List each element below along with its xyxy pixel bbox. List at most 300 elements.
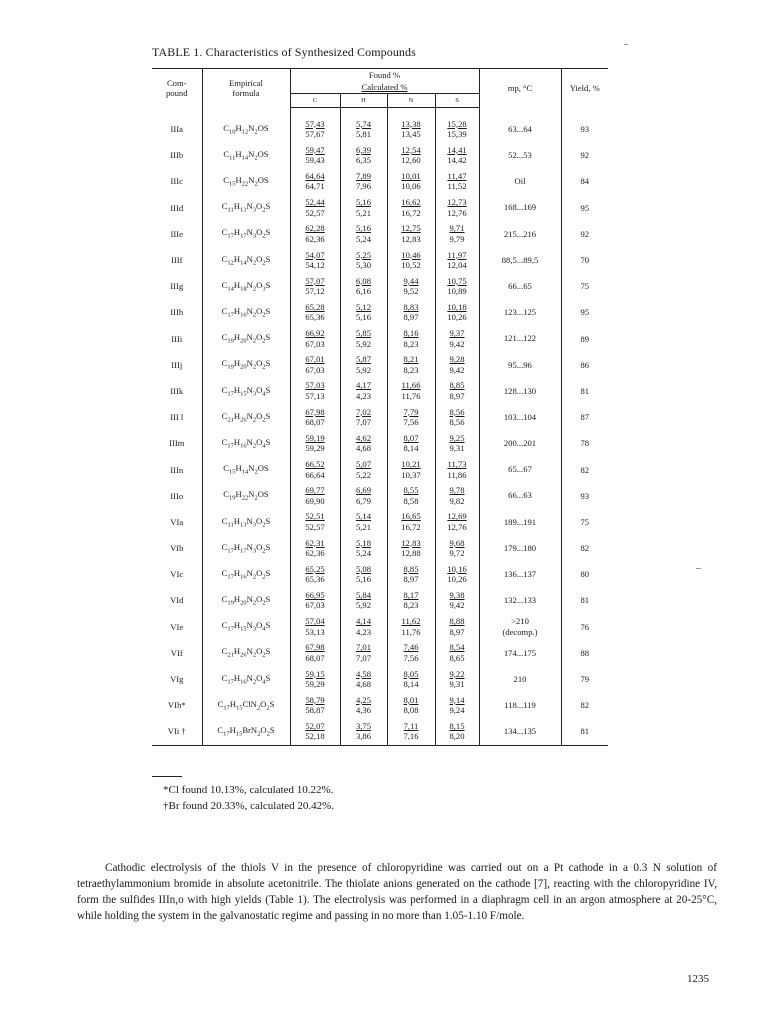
table-row <box>152 614 608 640</box>
yield-cell: 82 <box>561 456 608 482</box>
found-value: 8,01 <box>403 694 419 705</box>
yield-cell: 87 <box>561 404 608 430</box>
element-h-cell <box>340 352 387 378</box>
found-value: 67,01 <box>305 354 325 365</box>
calculated-value: 11,86 <box>447 469 467 480</box>
found-value: 59,47 <box>305 144 325 155</box>
calculated-value: 64,71 <box>305 181 325 192</box>
element-s-cell <box>435 456 479 482</box>
yield-cell: 82 <box>561 535 608 561</box>
header-calculated: Calculated % <box>361 82 408 92</box>
found-value: 5,25 <box>355 249 372 260</box>
yield-cell: 79 <box>561 666 608 692</box>
calculated-value: 8,97 <box>449 626 465 637</box>
formula-text: $C_{21}H_{26}N_2O_2S$ <box>221 410 271 424</box>
mp-value: 121...122 <box>503 333 537 344</box>
found-value: 8,56 <box>449 406 465 417</box>
table-row <box>152 483 608 509</box>
calculated-value: 5,92 <box>355 338 372 349</box>
calculated-value: 68,07 <box>305 652 325 663</box>
calculated-value: 7,07 <box>355 652 372 663</box>
found-value: 7,89 <box>355 170 372 181</box>
calculated-value: 8,97 <box>449 390 465 401</box>
found-value: 58,79 <box>305 694 325 705</box>
element-c-cell <box>290 142 340 168</box>
found-value: 4,14 <box>355 616 372 627</box>
calculated-value: 5,21 <box>355 207 372 218</box>
page-number: 1235 <box>687 973 709 985</box>
yield-cell: 93 <box>561 483 608 509</box>
calculated-value: 11,52 <box>447 181 467 192</box>
formula-text: $C_{17}H_{15}N_3O_4S$ <box>221 620 271 634</box>
found-value: 10,01 <box>401 170 421 181</box>
formula-text: $C_{17}H_{16}N_2O_2S$ <box>221 306 271 319</box>
mp-cell <box>479 666 561 692</box>
element-h-cell <box>340 168 387 194</box>
element-c-cell <box>290 483 340 509</box>
element-c-cell <box>290 195 340 221</box>
element-n-cell <box>387 247 435 273</box>
element-c-cell <box>290 509 340 535</box>
mp-cell <box>479 195 561 221</box>
formula-text: $C_{17}H_{15}ClN_2O_2S$ <box>217 698 275 712</box>
yield-cell: 80 <box>561 561 608 587</box>
element-n-cell <box>387 116 435 142</box>
mp-cell <box>479 116 561 142</box>
element-n-cell <box>387 614 435 640</box>
table-row <box>152 168 608 194</box>
found-value: 65,25 <box>305 563 325 574</box>
table-row <box>152 378 608 404</box>
yield-cell: 92 <box>561 142 608 168</box>
calculated-value: 8,14 <box>403 443 419 454</box>
header-yield: Yield, % <box>561 69 608 108</box>
compound-cell: IIId <box>170 202 184 213</box>
table-body <box>152 108 608 746</box>
element-s-cell <box>435 221 479 247</box>
element-c-cell <box>290 666 340 692</box>
calculated-value: 5,21 <box>355 521 372 532</box>
found-value: 12,83 <box>401 537 421 548</box>
found-value: 52,51 <box>305 511 325 522</box>
element-h-cell <box>340 326 387 352</box>
found-value: 67,98 <box>305 406 325 417</box>
found-value: 59,15 <box>305 668 325 679</box>
calculated-value: 12,60 <box>401 155 421 166</box>
element-s-cell <box>435 352 479 378</box>
formula-cell <box>202 483 290 509</box>
calculated-value: 9,24 <box>449 705 465 716</box>
element-h-cell <box>340 718 387 745</box>
element-s-cell <box>435 561 479 587</box>
mp-value: 136...137 <box>503 569 537 580</box>
calculated-value: 8,97 <box>403 574 419 585</box>
formula-cell <box>202 168 290 194</box>
element-n-cell <box>387 561 435 587</box>
element-h-cell <box>340 378 387 404</box>
found-value: 66,95 <box>305 589 325 600</box>
found-value: 10,46 <box>401 249 421 260</box>
formula-text: $C_{12}H_{14}N_2O_2S$ <box>221 253 271 267</box>
calculated-value: 69,90 <box>305 495 325 506</box>
found-value: 5,85 <box>355 328 372 339</box>
element-s-cell <box>435 378 479 404</box>
mp-cell <box>479 430 561 456</box>
found-value: 5,18 <box>355 537 372 548</box>
found-value: 9,44 <box>403 275 419 286</box>
found-value: 14,41 <box>447 144 467 155</box>
table-row <box>152 273 608 299</box>
element-c-cell <box>290 221 340 247</box>
element-c-cell <box>290 692 340 718</box>
element-c-cell <box>290 378 340 404</box>
mp-value: 66...63 <box>508 490 532 501</box>
element-h-cell <box>340 116 387 142</box>
calculated-value: 8,23 <box>403 338 419 349</box>
formula-text: $C_{19}H_{20}N_2O_2S$ <box>221 358 271 372</box>
found-value: 6,39 <box>355 144 372 155</box>
element-h-cell <box>340 299 387 325</box>
element-s-cell <box>435 299 479 325</box>
found-value: 9,68 <box>449 537 465 548</box>
mp-cell <box>479 247 561 273</box>
yield-cell: 70 <box>561 247 608 273</box>
found-value: 8,88 <box>449 616 465 627</box>
mp-value: 103...104 <box>503 411 537 422</box>
yield-cell: 76 <box>561 614 608 640</box>
found-value: 64,64 <box>305 170 325 181</box>
element-h-cell <box>340 614 387 640</box>
formula-text: $C_{17}H_{16}N_2O_4S$ <box>221 672 271 686</box>
table-row <box>152 509 608 535</box>
mp-value: 63...64 <box>508 123 532 134</box>
element-s-cell <box>435 116 479 142</box>
header-element-c: C <box>290 94 340 108</box>
mp-cell <box>479 404 561 430</box>
calculated-value: 5,30 <box>355 260 372 271</box>
table-row <box>152 326 608 352</box>
found-value: 8,21 <box>403 354 419 365</box>
found-value: 12,73 <box>447 197 467 208</box>
found-value: 12,75 <box>401 223 421 234</box>
table-row <box>152 666 608 692</box>
calculated-value: 10,37 <box>401 469 421 480</box>
found-value: 9,14 <box>449 694 465 705</box>
calculated-value: 58,87 <box>305 705 325 716</box>
calculated-value: 62,36 <box>305 548 325 559</box>
element-h-cell <box>340 456 387 482</box>
found-value: 8,85 <box>403 563 419 574</box>
found-value: 59,19 <box>305 432 325 443</box>
element-h-cell <box>340 483 387 509</box>
yield-cell: 92 <box>561 221 608 247</box>
found-value: 5,07 <box>355 459 372 470</box>
calculated-value: 3,86 <box>355 731 372 742</box>
mp-cell <box>479 483 561 509</box>
mp-cell <box>479 718 561 745</box>
body-paragraph <box>77 860 717 924</box>
calculated-value: 12,76 <box>447 207 467 218</box>
calculated-value: 12,83 <box>401 233 421 244</box>
calculated-value: 4,68 <box>355 679 372 690</box>
calculated-value: 10,26 <box>447 574 467 585</box>
calculated-value: 7,16 <box>403 731 419 742</box>
calculated-value: 12,76 <box>447 521 467 532</box>
formula-cell <box>202 666 290 692</box>
mp-cell <box>479 142 561 168</box>
header-mp: mp, °C <box>479 69 561 108</box>
compound-cell: VIe <box>170 621 184 632</box>
calculated-value: 9,79 <box>449 233 465 244</box>
element-n-cell <box>387 378 435 404</box>
element-s-cell <box>435 168 479 194</box>
found-value: 9,22 <box>449 668 465 679</box>
mp-value: 123...125 <box>503 307 537 318</box>
calculated-value: 68,07 <box>305 417 325 428</box>
mp-value: 65...67 <box>508 464 532 475</box>
element-n-cell <box>387 640 435 666</box>
found-value: 15,28 <box>447 118 467 129</box>
element-n-cell <box>387 299 435 325</box>
formula-cell <box>202 352 290 378</box>
formula-cell <box>202 456 290 482</box>
found-value: 11,47 <box>447 170 467 181</box>
element-c-cell <box>290 299 340 325</box>
table-row <box>152 561 608 587</box>
yield-cell: 81 <box>561 718 608 745</box>
calculated-value: 5,81 <box>355 129 372 140</box>
compound-cell: IIIm <box>169 438 185 449</box>
mp-value: 128...130 <box>503 385 537 396</box>
found-value: 62,28 <box>305 223 325 234</box>
table-row <box>152 404 608 430</box>
compound-cell: IIIf <box>171 255 183 266</box>
formula-cell <box>202 430 290 456</box>
found-value: 4,17 <box>355 380 372 391</box>
formula-cell <box>202 273 290 299</box>
element-c-cell <box>290 456 340 482</box>
table-row <box>152 299 608 325</box>
header-element-h: H <box>340 94 387 108</box>
element-h-cell <box>340 535 387 561</box>
calculated-value: 57,67 <box>305 129 325 140</box>
header-compound: Com- pound <box>152 69 202 108</box>
formula-cell <box>202 718 290 745</box>
formula-cell <box>202 116 290 142</box>
found-value: 8,15 <box>449 720 465 731</box>
table-row <box>152 456 608 482</box>
compound-cell: VIa <box>170 516 184 527</box>
header-element-s: S <box>435 94 479 108</box>
element-n-cell <box>387 456 435 482</box>
found-value: 8,85 <box>449 380 465 391</box>
element-n-cell <box>387 718 435 745</box>
compound-cell: IIIc <box>170 176 183 187</box>
found-value: 5,12 <box>355 301 372 312</box>
compound-cell: VIb <box>170 543 184 554</box>
formula-text: $C_{21}H_{26}N_2O_2S$ <box>221 646 271 660</box>
formula-cell <box>202 561 290 587</box>
formula-cell <box>202 247 290 273</box>
formula-text: $C_{17}H_{16}N_2O_2S$ <box>221 567 271 581</box>
calculated-value: 53,13 <box>305 626 325 637</box>
calculated-value: 10,89 <box>447 286 467 297</box>
found-value: 3,75 <box>355 720 372 731</box>
formula-cell <box>202 404 290 430</box>
table-row <box>152 142 608 168</box>
mp-value: 52...53 <box>508 150 532 161</box>
calculated-value: 59,43 <box>305 155 325 166</box>
element-n-cell <box>387 587 435 613</box>
element-s-cell <box>435 404 479 430</box>
formula-cell <box>202 195 290 221</box>
yield-cell: 95 <box>561 195 608 221</box>
formula-text: $C_{17}H_{17}N_3O_2S$ <box>221 541 271 555</box>
mp-cell <box>479 614 561 640</box>
calculated-value: 7,07 <box>355 417 372 428</box>
footnote-cl: *Cl found 10.13%, calculated 10.22%. <box>163 784 334 796</box>
mp-value: 179...180 <box>503 542 537 553</box>
mp-value: 174...175 <box>503 647 537 658</box>
element-h-cell <box>340 221 387 247</box>
calculated-value: 9,72 <box>449 548 465 559</box>
table-row <box>152 535 608 561</box>
calculated-value: 8,58 <box>403 495 419 506</box>
found-value: 12,69 <box>447 511 467 522</box>
element-s-cell <box>435 247 479 273</box>
found-value: 5,08 <box>355 563 372 574</box>
formula-text: $C_{17}H_{16}N_2O_4S$ <box>221 436 271 450</box>
formula-text: $C_{14}H_{18}N_2O_3S$ <box>221 279 271 293</box>
element-c-cell <box>290 273 340 299</box>
formula-text: $C_{17}H_{15}N_3O_4S$ <box>221 384 271 398</box>
mp-value: 189...191 <box>503 516 537 527</box>
header-element-n: N <box>387 94 435 108</box>
formula-text: $C_{17}H_{15}BrN_2O_2S$ <box>217 725 275 738</box>
calculated-value: 7,56 <box>403 417 419 428</box>
element-n-cell <box>387 326 435 352</box>
table-row <box>152 640 608 666</box>
compound-cell: III l <box>170 412 184 423</box>
formula-cell <box>202 535 290 561</box>
found-value: 8,54 <box>449 642 465 653</box>
characteristics-table <box>152 68 608 746</box>
found-value: 8,55 <box>403 485 419 496</box>
found-value: 10,18 <box>447 301 467 312</box>
found-value: 11,62 <box>401 616 421 627</box>
found-value: 52,07 <box>305 720 325 731</box>
calculated-value: 11,76 <box>401 626 421 637</box>
compound-cell: IIIi <box>171 333 183 344</box>
formula-text: $C_{17}H_{17}N_3O_2S$ <box>221 227 271 241</box>
mp-value: 215...216 <box>503 228 537 239</box>
found-value: 66,92 <box>305 328 325 339</box>
calculated-value: 12,04 <box>447 260 467 271</box>
yield-cell: 84 <box>561 168 608 194</box>
compound-cell: VIf <box>170 647 183 658</box>
calculated-value: 16,72 <box>401 207 421 218</box>
found-value: 13,38 <box>401 118 421 129</box>
calculated-value: 67,03 <box>305 600 325 611</box>
element-h-cell <box>340 142 387 168</box>
element-n-cell <box>387 666 435 692</box>
calculated-value: 5,24 <box>355 233 372 244</box>
element-c-cell <box>290 640 340 666</box>
table-row <box>152 195 608 221</box>
element-s-cell <box>435 640 479 666</box>
found-value: 6,69 <box>355 485 372 496</box>
element-s-cell <box>435 195 479 221</box>
formula-cell <box>202 299 290 325</box>
formula-text: $C_{15}H_{22}N_2OS$ <box>223 175 269 188</box>
yield-cell: 75 <box>561 509 608 535</box>
found-value: 5,16 <box>355 223 372 234</box>
calculated-value: 4,36 <box>355 705 372 716</box>
element-h-cell <box>340 666 387 692</box>
element-s-cell <box>435 587 479 613</box>
found-value: 11,73 <box>447 459 467 470</box>
calculated-value: 8,20 <box>449 731 465 742</box>
found-value: 8,83 <box>403 301 419 312</box>
found-value: 16,62 <box>401 197 421 208</box>
header-empirical-formula: Empirical formula <box>202 69 290 108</box>
element-s-cell <box>435 718 479 745</box>
compound-cell: VIh* <box>167 700 186 711</box>
calculated-value: 62,36 <box>305 233 325 244</box>
calculated-value: 7,96 <box>355 181 372 192</box>
found-value: 52,44 <box>305 197 325 208</box>
compound-cell: IIIk <box>170 385 184 396</box>
mp-value: 118...119 <box>504 699 536 710</box>
mp-cell <box>479 640 561 666</box>
element-s-cell <box>435 509 479 535</box>
formula-text: $C_{19}H_{20}N_2O_2S$ <box>221 594 271 607</box>
found-value: 6,08 <box>355 275 372 286</box>
calculated-value: 10,26 <box>447 312 467 323</box>
footnote-rule <box>152 776 182 777</box>
calculated-value: 5,92 <box>355 364 372 375</box>
yield-cell: 88 <box>561 640 608 666</box>
mp-cell <box>479 352 561 378</box>
calculated-value: 12,88 <box>401 548 421 559</box>
found-value: 7,79 <box>403 406 419 417</box>
found-value: 9,38 <box>449 589 465 600</box>
calculated-value: 9,82 <box>449 495 465 506</box>
calculated-value: 13,45 <box>401 129 421 140</box>
element-s-cell <box>435 430 479 456</box>
found-value: 57,04 <box>305 616 325 627</box>
mp-cell <box>479 587 561 613</box>
calculated-value: 5,24 <box>355 548 372 559</box>
calculated-value: 9,42 <box>449 364 465 375</box>
element-h-cell <box>340 509 387 535</box>
element-c-cell <box>290 116 340 142</box>
calculated-value: 54,12 <box>305 260 325 271</box>
calculated-value: 5,16 <box>355 574 372 585</box>
table-row <box>152 221 608 247</box>
calculated-value: 5,92 <box>355 600 372 611</box>
element-s-cell <box>435 273 479 299</box>
found-value: 4,25 <box>355 694 372 705</box>
element-h-cell <box>340 587 387 613</box>
calculated-value: 6,35 <box>355 155 372 166</box>
element-n-cell <box>387 535 435 561</box>
calculated-value: 66,64 <box>305 469 325 480</box>
found-value: 5,84 <box>355 589 372 600</box>
found-value: 62,31 <box>305 537 325 548</box>
found-value: 9,37 <box>449 328 465 339</box>
found-value: 8,17 <box>403 589 419 600</box>
